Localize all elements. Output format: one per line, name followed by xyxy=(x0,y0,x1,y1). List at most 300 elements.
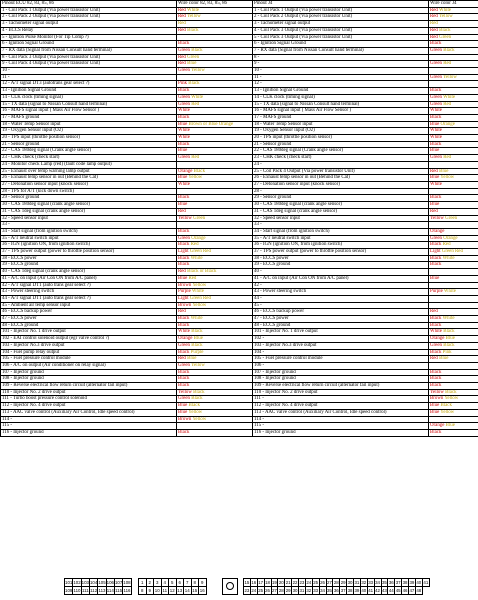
ecu-wire-color-c2: Yellow xyxy=(188,175,203,181)
ecu-pin-desc xyxy=(1,121,177,128)
j4-wire-color-c3: Blue xyxy=(430,409,440,415)
j4-wire-color-c3: Red xyxy=(430,34,438,40)
connector-pin: 46 xyxy=(402,588,408,593)
ecu-pin-desc-p1: 16 - MAFS signal input ( Mass Air Flow Sensor ) xyxy=(2,108,100,114)
j4-wire-color xyxy=(429,135,478,142)
j4-wire-color xyxy=(429,161,478,168)
connector-pin: 9 xyxy=(146,587,154,595)
pin-row xyxy=(1,295,478,302)
ecu-wire-color xyxy=(177,41,253,48)
j4-pin-desc-p2: 101 - Injector No. 1 drive output xyxy=(254,329,318,335)
j4-pin-desc-p2: 35 - A/T neutral switch input xyxy=(254,235,311,241)
ecu-pin-desc xyxy=(1,356,177,363)
connector-pin: 23 xyxy=(244,588,250,593)
j4-wire-color xyxy=(429,369,478,376)
j4-pin-desc xyxy=(253,175,429,182)
ecu-wire-color-c2: Red xyxy=(188,275,197,281)
ecu-pin-desc-p1: 41 - A/C on input (Air Con ON from A/C panel) xyxy=(2,275,97,281)
j4-pin-desc-p2: 37 - TPS power output (power to throttle position sensor) xyxy=(254,249,367,255)
ecu-wire-color-c2: Red xyxy=(191,101,200,107)
header-row xyxy=(1,1,478,8)
j4-pin-desc-p2: 108 - Injector ground xyxy=(254,376,296,382)
ecu-wire-color-c1: Red xyxy=(178,208,186,214)
ecu-pin-desc-p1: 42 - A/T signal DT1 (auto trans gear select ?) xyxy=(2,282,91,288)
j4-pin-desc-p2: 102 - xyxy=(254,336,265,342)
ecu-pin-desc-p1: 115 - xyxy=(2,423,13,429)
ecu-pin-desc-p1: 40 - CAS 1deg signal (crank angle sensor) xyxy=(2,269,85,275)
ecu-wire-color-c1: Orange xyxy=(178,336,193,342)
ecu-pin-desc-p1: 23 - CHK check (check start) xyxy=(2,155,60,161)
connector-pin: 24 xyxy=(306,580,312,585)
connector-pin: 41 xyxy=(368,588,374,593)
connector-pin: 33 xyxy=(313,588,319,593)
connector-pin: 16 xyxy=(251,580,257,585)
ecu-pin-desc-p1: 36 - IGN (ignition ON, from ignition switch) xyxy=(2,242,91,248)
j4-pin-desc-p2: 17 - MAFS ground xyxy=(254,114,292,120)
j4-wire-color-c3: Blue xyxy=(430,148,440,154)
j4-pin-desc-p2: 32 - Speed sensor input xyxy=(254,215,300,221)
j4-wire-color-c4: Red xyxy=(430,21,438,27)
connector-pin: 32 xyxy=(361,580,367,585)
ecu-pin-desc xyxy=(1,128,177,135)
ecu-pin-desc xyxy=(1,295,177,302)
ecu-wire-color-c2: Black xyxy=(187,27,199,33)
j4-wire-color xyxy=(429,222,478,229)
j4-wire-color-c3: Red xyxy=(430,168,438,174)
ecu-pin-desc-p1: 15 - TX data (signal to Nissan Consult hand terminal) xyxy=(2,101,108,107)
connector-pin: 105 xyxy=(98,580,106,585)
connector-pin: 41 xyxy=(423,580,429,585)
connector-pin: 17 xyxy=(258,580,264,585)
connector-pin: 8 xyxy=(139,587,147,595)
ecu-wire-color-c1: Black xyxy=(178,369,190,375)
ecu-pin-desc xyxy=(1,269,177,276)
pin-row xyxy=(1,61,478,68)
ecu-wire-color-c2: White xyxy=(190,255,203,261)
ecu-wire-color-c2: Red xyxy=(191,155,200,161)
ecu-wire-color xyxy=(177,316,253,323)
j4-pin-desc xyxy=(253,383,429,390)
ecu-wire-color-c1: Black xyxy=(178,376,190,382)
j4-pin-desc-p2: 44 - xyxy=(254,295,262,301)
pin-row xyxy=(1,242,478,249)
ecu-pin-desc xyxy=(1,409,177,416)
ecu-wire-color-c2: Yellow xyxy=(191,68,205,74)
ecu-wire-color xyxy=(177,289,253,296)
j4-wire-color-c3: Red xyxy=(430,356,438,362)
connector-pin: 38 xyxy=(402,580,408,585)
ecu-wire-color xyxy=(177,34,253,41)
ecu-wire-color xyxy=(177,423,253,430)
j4-wire-color xyxy=(429,141,478,148)
ecu-wire-color-c1: Red xyxy=(178,7,186,13)
ecu-pin-desc xyxy=(1,416,177,423)
connector-pin: 11 xyxy=(162,588,168,593)
connector-pin: 42 xyxy=(375,588,380,593)
j4-wire-color-c3: Black xyxy=(430,141,442,147)
ecu-pin-desc xyxy=(1,34,177,41)
ecu-pin-desc-p1: 24 - Monitor check Lamp (red) (fault code lamp output) xyxy=(2,161,112,167)
j4-wire-color-c4: White xyxy=(442,316,455,322)
j4-wire-color-c4: Blue xyxy=(445,423,455,429)
j4-wire-color-c3: Black xyxy=(430,376,442,382)
connector-pin: 48 xyxy=(416,588,422,593)
j4-pin-desc-p2: 5 - Coil Pack 3 Output (Via power transistor Unit) xyxy=(254,34,353,40)
ecu-pin-desc-p1: 35 - A/T neutral switch input xyxy=(2,235,59,241)
ecu-wire-color-c1: Black xyxy=(178,255,190,261)
j4-wire-color-c4: Yellow xyxy=(438,14,453,20)
j4-pin-desc xyxy=(253,74,429,81)
j4-pin-desc xyxy=(253,168,429,175)
j4-pin-desc xyxy=(253,322,429,329)
ecu-wire-color-c1: Red xyxy=(178,269,186,275)
ecu-wire-color xyxy=(177,389,253,396)
j4-pin-desc-p2: 109 - Reverse electrical flow return circuit (alternator fail input) xyxy=(254,383,380,389)
ecu-wire-color-c1: Light xyxy=(178,249,189,255)
connector-key-ring-icon xyxy=(226,582,234,590)
ecu-pin-desc xyxy=(1,215,177,222)
ecu-pin-desc xyxy=(1,148,177,155)
ecu-wire-color-c2: Green xyxy=(187,54,200,60)
ecu-wire-color-c1: Blue xyxy=(178,403,188,409)
connector-pin: 13 xyxy=(177,588,183,593)
ecu-pin-desc-p1: 101 - Injector No. 1 drive output xyxy=(2,329,66,335)
ecu-wire-color xyxy=(177,222,253,229)
pin-row xyxy=(1,349,478,356)
j4-wire-color-c3: Green xyxy=(430,94,442,100)
connector-block-b xyxy=(138,578,207,595)
j4-pin-desc-p2: 42 - xyxy=(254,282,262,288)
ecu-pin-desc xyxy=(1,14,177,21)
j4-wire-color xyxy=(429,128,478,135)
j4-wire-color xyxy=(429,195,478,202)
ecu-wire-color-c1: Black xyxy=(178,430,190,435)
ecu-wire-color-c1: Black xyxy=(178,141,190,147)
j4-wire-color-c3: Black xyxy=(430,349,442,355)
ecu-wire-color-c2: Black xyxy=(191,329,203,335)
j4-wire-color-c3: White xyxy=(430,181,442,187)
ecu-pin-desc xyxy=(1,228,177,235)
j4-pin-desc-p2: 103 - Injector No.3 drive output xyxy=(254,342,317,348)
ecu-pin-desc xyxy=(1,222,177,229)
j4-pin-desc-p2: 30 - CAS 180deg signal (crank angle sensor) xyxy=(254,202,342,208)
j4-wire-color xyxy=(429,430,478,437)
j4-pin-desc xyxy=(253,114,429,121)
ecu-pin-desc-p1: 14 - CLK clock (timing signal) xyxy=(2,94,63,100)
ecu-pin-desc-p1: 18 - Water Temp Sensor input xyxy=(2,121,61,127)
ecu-pin-desc xyxy=(1,27,177,34)
ecu-wire-color-c1: Green xyxy=(178,396,190,402)
j4-pin-desc xyxy=(253,61,429,68)
j4-wire-color-c4: Black xyxy=(440,403,452,409)
connector-pin: 8 xyxy=(191,579,199,587)
ecu-wire-color xyxy=(177,235,253,242)
pin-row xyxy=(1,34,478,41)
j4-pin-desc-p2: 114 - xyxy=(254,416,265,422)
ecu-pin-desc-p1: 17 - MAFS ground xyxy=(2,114,40,120)
j4-wire-color-c3: White xyxy=(430,128,442,134)
connector-pin: 20 xyxy=(278,580,284,585)
ecu-pin-desc xyxy=(1,202,177,209)
ecu-pin-desc xyxy=(1,175,177,182)
ecu-pin-desc-p1: 46 - ECCS backup power xyxy=(2,309,52,315)
ecu-pin-desc-p1: 109 - Reverse electrical flow return circuit (alternator fail input) xyxy=(2,383,128,389)
ecu-wire-color-c2: Black xyxy=(191,396,203,402)
ecu-pin-desc xyxy=(1,423,177,430)
ecu-wire-color-c2: Red xyxy=(178,21,186,27)
j4-pin-desc xyxy=(253,121,429,128)
pin-row xyxy=(1,195,478,202)
connector-pin: 34 xyxy=(375,580,380,585)
ecu-wire-color xyxy=(177,148,253,155)
j4-pin-desc xyxy=(253,128,429,135)
j4-pin-desc xyxy=(253,262,429,269)
j4-wire-color xyxy=(429,423,478,430)
ecu-wire-color-c2: Yellow xyxy=(192,302,207,308)
connector-pin: 106 xyxy=(106,580,114,585)
ecu-wire-color xyxy=(177,94,253,101)
j4-wire-color xyxy=(429,47,478,54)
j4-wire-color xyxy=(429,336,478,343)
connector-pin: 1 xyxy=(139,579,147,587)
ecu-wire-color xyxy=(177,309,253,316)
j4-wire-color-c4: Yellow xyxy=(444,396,459,402)
ecu-wire-color xyxy=(177,21,253,28)
connector-pin: 37 xyxy=(395,580,401,585)
pin-row xyxy=(1,228,478,235)
j4-wire-color-c4: White xyxy=(443,94,456,100)
ecu-wire-color-c1: Brown xyxy=(178,416,192,422)
connector-pin: 44 xyxy=(388,588,394,593)
connector-pin: 35 xyxy=(326,588,332,593)
j4-wire-color xyxy=(429,329,478,336)
j4-wire-color-c4: Orange xyxy=(443,235,458,241)
connector-pin: 9 xyxy=(199,579,207,587)
ecu-pin-desc xyxy=(1,242,177,249)
connector-pin: 113 xyxy=(98,588,106,593)
ecu-wire-color-c1: Blue xyxy=(178,409,188,415)
ecu-wire-color xyxy=(177,114,253,121)
j4-wire-color-c4: Green xyxy=(439,34,452,40)
j4-pin-desc xyxy=(253,54,429,61)
ecu-pin-desc-p1: 8 - Coil Pack 3 Output (Via power transistor Unit) xyxy=(2,54,101,60)
pin-row xyxy=(1,309,478,316)
ecu-wire-color-c1: Brown xyxy=(178,282,192,288)
ecu-wire-color-c1: Red xyxy=(178,61,186,67)
j4-wire-color xyxy=(429,228,478,235)
j4-wire-color-c3: Green xyxy=(430,74,442,80)
j4-pin-desc-p2: 33 - xyxy=(254,222,262,228)
j4-wire-color-c4: Red xyxy=(443,61,452,67)
j4-wire-color xyxy=(429,68,478,75)
ecu-wire-color xyxy=(177,202,253,209)
ecu-wire-color-c2: Brown or Blue Orange xyxy=(188,121,234,127)
ecu-pin-desc xyxy=(1,21,177,28)
ecu-pin-desc-p1: 37 - TPS power output (power to throttle position sensor) xyxy=(2,249,115,255)
connector-pin: 28 xyxy=(333,580,339,585)
ecu-wire-color-c1: White xyxy=(178,181,190,187)
ecu-wire-color-c1: Blue xyxy=(178,148,188,154)
connector-pin: 26 xyxy=(265,588,270,593)
ecu-wire-color xyxy=(177,74,253,81)
j4-pin-desc xyxy=(253,416,429,423)
header-wire-color-j4: Wire color J4 xyxy=(429,1,478,8)
ecu-pin-desc-p1: 26 - Exhaust temp sensor in out (Behind the Cat) xyxy=(2,175,98,181)
ecu-wire-color-c2: White xyxy=(187,7,199,13)
j4-pin-desc xyxy=(253,41,429,48)
j4-pin-desc-p2: 1 - Coil Pack 1 Output (Via power transistor Unit) xyxy=(254,7,353,13)
ecu-pin-desc xyxy=(1,141,177,148)
j4-pin-desc-p2: 28 - xyxy=(254,188,262,194)
pin-row xyxy=(1,396,478,403)
j4-pin-desc-p2: 24 - xyxy=(254,161,262,167)
pin-row xyxy=(1,148,478,155)
ecu-wire-color-c2: Blue xyxy=(187,356,197,362)
ecu-wire-color xyxy=(177,155,253,162)
ecu-wire-color-c2: Green Red xyxy=(189,295,211,301)
ecu-wire-color xyxy=(177,27,253,34)
connector-pin: 22 xyxy=(292,580,298,585)
pin-row xyxy=(1,81,478,88)
ecu-wire-color-c1: Green xyxy=(178,47,190,53)
j4-wire-color-c4: White xyxy=(442,255,455,261)
j4-wire-color-c3: Brown xyxy=(430,396,444,402)
pin-row xyxy=(1,47,478,54)
connector-pin: 40 xyxy=(361,588,367,593)
j4-pin-desc xyxy=(253,7,429,14)
pin-row xyxy=(1,409,478,416)
ecu-wire-color xyxy=(177,188,253,195)
ecu-pin-desc xyxy=(1,94,177,101)
j4-wire-color xyxy=(429,114,478,121)
ecu-wire-color-c1: Black xyxy=(178,228,190,234)
j4-pin-desc xyxy=(253,356,429,363)
j4-wire-color-c3: Green xyxy=(430,101,442,107)
j4-wire-color xyxy=(429,148,478,155)
ecu-pin-desc xyxy=(1,396,177,403)
j4-pin-desc-p2: 46 - ECCS backup power xyxy=(254,309,304,315)
j4-wire-color-c3: Red xyxy=(430,309,438,315)
ecu-wire-color-c1: Blue xyxy=(178,175,188,181)
j4-wire-color xyxy=(429,403,478,410)
ecu-pin-desc-p1: 22 - CAS 180deg signal (Crank angle sensor) xyxy=(2,148,91,154)
j4-pin-desc xyxy=(253,376,429,383)
j4-pin-desc-p2: 27 - Detonation sensor input (knock sensor) xyxy=(254,181,340,187)
ecu-wire-color xyxy=(177,215,253,222)
pin-row xyxy=(1,21,478,28)
j4-wire-color xyxy=(429,316,478,323)
j4-wire-color xyxy=(429,188,478,195)
ecu-pin-desc-p1: 27 - Detonation sensor input (knock sensor) xyxy=(2,181,88,187)
ecu-pin-desc-p1: 4 - ECCS Relay xyxy=(2,27,34,33)
j4-pin-desc-p2: 16 - MAFS signal input ( Mass Air Flow Sensor ) xyxy=(254,108,352,114)
ecu-wire-color-c2: Green Red xyxy=(189,249,211,255)
j4-pin-desc xyxy=(253,47,429,54)
connector-pin: 30 xyxy=(347,580,353,585)
ecu-wire-color xyxy=(177,228,253,235)
j4-pin-desc-p2: 3 - Tachometer signal output xyxy=(254,21,311,27)
j4-pin-desc xyxy=(253,208,429,215)
ecu-wire-color-c2: Orange xyxy=(191,235,206,241)
ecu-wire-color-c2: Yellow xyxy=(192,416,207,422)
j4-pin-desc-p2: 105 - Fuel pressure control module xyxy=(254,356,323,362)
ecu-wire-color-c1: Black xyxy=(178,195,190,201)
j4-wire-color xyxy=(429,108,478,115)
j4-wire-color-c3: Black xyxy=(430,316,442,322)
connector-pin: 16 xyxy=(199,588,205,593)
j4-wire-color xyxy=(429,309,478,316)
connector-pin: 110 xyxy=(73,588,81,593)
ecu-wire-color xyxy=(177,135,253,142)
j4-wire-color-c3: Orange xyxy=(430,228,445,234)
j4-wire-color-c4: Green xyxy=(445,215,458,221)
j4-pin-desc xyxy=(253,202,429,209)
ecu-wire-color xyxy=(177,275,253,282)
connector-pin: 39 xyxy=(409,580,415,585)
j4-wire-color xyxy=(429,383,478,390)
j4-pin-desc xyxy=(253,275,429,282)
ecu-pin-desc xyxy=(1,282,177,289)
ecu-wire-color xyxy=(177,369,253,376)
ecu-wire-color-c1: Black xyxy=(178,114,190,120)
ecu-wire-color-c1: Orange xyxy=(178,168,193,174)
ecu-pin-desc xyxy=(1,61,177,68)
j4-wire-color-c4: Black xyxy=(443,47,455,53)
pin-row xyxy=(1,7,478,14)
pin-row xyxy=(1,155,478,162)
j4-wire-color xyxy=(429,61,478,68)
j4-wire-color-c4: Green Red xyxy=(441,249,463,255)
j4-pin-desc-p2: 23 - CHK check (check start) xyxy=(254,155,312,161)
j4-pin-desc-p2: 11 - xyxy=(254,74,262,80)
connector-pin: 5 xyxy=(169,579,177,587)
connector-pin: 47 xyxy=(409,588,415,593)
pin-row xyxy=(1,235,478,242)
j4-pin-desc-p2: 26 - Exhaust temp sensor in out (Behind the Cat) xyxy=(254,175,350,181)
ecu-wire-color xyxy=(177,181,253,188)
ecu-wire-color xyxy=(177,175,253,182)
pin-row xyxy=(1,403,478,410)
ecu-pin-desc-p1: 29 - Sensor ground xyxy=(2,195,40,201)
pin-row xyxy=(1,369,478,376)
j4-pin-desc-p2: 39 - ECCS ground xyxy=(254,262,291,268)
ecu-wire-color-c2: Blue xyxy=(193,336,203,342)
ecu-pin-desc xyxy=(1,383,177,390)
j4-pin-desc xyxy=(253,228,429,235)
pin-row xyxy=(1,208,478,215)
connector-pin: 38 xyxy=(347,588,353,593)
ecu-wire-color-c2: Yellow xyxy=(188,409,203,415)
j4-wire-color-c3: Red xyxy=(430,7,438,13)
j4-wire-color-c4: Pink xyxy=(442,349,452,355)
j4-wire-color-c4: Black xyxy=(443,329,455,335)
j4-pin-desc xyxy=(253,215,429,222)
ecu-wire-color-c2: White xyxy=(190,316,203,322)
connector-block-c xyxy=(243,578,430,595)
ecu-pin-desc-p1: 112 - Injector No. 4 drive output xyxy=(2,403,66,409)
ecu-wire-color-c1: Green xyxy=(178,68,190,74)
j4-wire-color xyxy=(429,88,478,95)
pin-row xyxy=(1,289,478,296)
ecu-pin-desc-p1: 45 - Ambient air temp sensor input xyxy=(2,302,71,308)
j4-pin-desc xyxy=(253,423,429,430)
ecu-pin-desc xyxy=(1,41,177,48)
j4-pin-desc xyxy=(253,14,429,21)
connector-pin: 18 xyxy=(265,580,270,585)
ecu-wire-color-c2: Black xyxy=(191,342,203,348)
j4-pin-desc xyxy=(253,302,429,309)
j4-wire-color-c3: Orange xyxy=(430,336,445,342)
